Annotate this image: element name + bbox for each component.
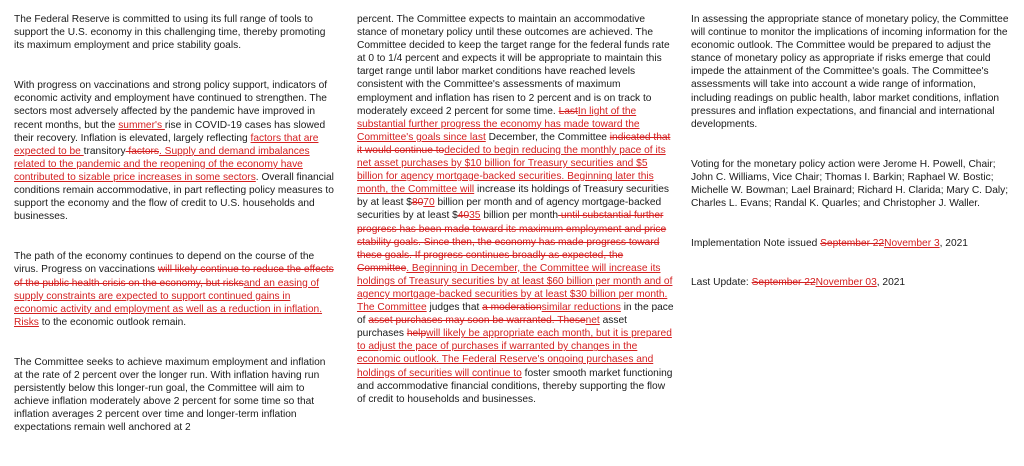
inserted-text: November 03 — [815, 277, 877, 289]
paragraph-intro: The Federal Reserve is committed to using its full range of tools to support the U.S. economy in this challenging time, thereby promoting its maximum employment and price stability goals. — [14, 14, 326, 52]
text-segment: percent. The Committee expects to maintain an accommodative stance of monetary policy until these outcomes are achieved. The Committee decided to keep the target range for the federal funds rate at 0 to 1/4 percent and expects it will be appropriate to maintain this target range until labor market conditions have reached levels consistent with the Committee's assessments of maximum employment and inflation has risen to 2 percent and is on track to moderately exceed 2 percent for some time. — [357, 14, 670, 117]
inserted-text: 35 — [469, 210, 481, 222]
text-segment: billion per month — [480, 210, 559, 222]
deleted-text: Last — [558, 105, 578, 117]
deleted-text: until substantial further progress has been made toward its maximum employment and price stability goals. Since then, the economy has made progress toward these goals. If progress continues broadly as expected, the Committee — [357, 210, 667, 274]
paragraph-policy-stance: In assessing the appropriate stance of monetary policy, the Committee will continue to monitor the implications of incoming information for the economic outlook. The Committee would be prepared to adjust the stance of monetary policy as appropriate if risks emerge that could impede the attainment of the Committee's goals. The Committee's assessments will take into account a wide range of information, including readings on public health, labor market conditions, inflation pressures and inflation expectations, and financial and international developments. — [691, 14, 1009, 130]
inserted-text: will likely be appropriate each month, but it is prepared to adjust the pace of purchases if warranted by changes in the economic outlook. The Federal Reserve's ongoing purchases and holdings of securities will continue to — [357, 328, 672, 379]
deleted-text: 40 — [457, 210, 470, 222]
column-left — [14, 13, 336, 434]
text-segment: increase its holdings of Treasury securities by at least $ — [357, 184, 669, 209]
paragraph-economic-path — [14, 250, 336, 329]
text-segment: . Overall financial conditions remain accommodative, in part reflecting policy measures to support the economy and the flow of credit to U.S. households and businesses. — [14, 171, 334, 223]
implementation-note-date — [691, 237, 1015, 250]
inserted-text: factors that are expected to be — [14, 132, 319, 157]
paragraph-committee-goals: The Committee seeks to achieve maximum employment and inflation at the rate of 2 percent over the longer run. With inflation having run persistently below this longer-run goal, the Committee will aim to achieve inflation moderately above 2 percent for some time so that inflation averages 2 percent over time and longer-term inflation expectations remain well anchored at 2 — [14, 356, 326, 434]
inserted-text: November 3 — [884, 238, 940, 250]
text-segment: transitory — [83, 145, 126, 157]
column-right — [691, 13, 1015, 289]
text-segment: Last Update: — [691, 277, 752, 289]
paragraph-asset-purchases — [357, 13, 675, 406]
paragraph-economic-conditions — [14, 79, 336, 223]
inserted-text: . Supply and demand imbalances related to the pandemic and the reopening of the economy have contributed to sizable price increases in some sectors — [14, 145, 310, 183]
text-segment: Implementation Note issued — [691, 238, 821, 250]
inserted-text: 70 — [423, 197, 435, 209]
inserted-text: summer's — [118, 119, 165, 131]
text-segment: , 2021 — [876, 277, 906, 289]
column-middle — [357, 13, 675, 406]
text-segment: billion per month and of agency mortgage-backed securities by at least $ — [357, 197, 662, 222]
deleted-text: help — [406, 328, 427, 340]
deleted-text: September 22 — [751, 277, 816, 289]
text-segment: foster smooth market functioning and accommodative financial conditions, thereby supporting the flow of credit to households and businesses. — [357, 367, 673, 405]
deleted-text: 80 — [411, 197, 424, 209]
deleted-text: indicated that it would continue to — [357, 131, 671, 156]
text-segment: judges that — [426, 302, 483, 314]
deleted-text: a moderation — [482, 302, 542, 314]
inserted-text: . Beginning in December, the Committee will increase its holdings of Treasury securities by at least $60 billion per month and of agency mortgage-backed securities by at least $30 billion per month. The Committee — [357, 262, 673, 314]
deleted-text: will likely continue to reduce the effects of the public health crisis on the economy, but risks — [14, 264, 334, 289]
inserted-text: decided to begin reducing the monthly pace of its net asset purchases by $10 billion for Treasury securities and $5 billion for agency mortgage-backed securities. Beginning later this month, the Committee will — [357, 144, 666, 196]
text-segment: The path of the economy continues to depend on the course of the virus. Progress on vaccinations — [14, 251, 315, 276]
text-segment: December, the Committee — [485, 131, 610, 143]
deleted-text: factors — [125, 145, 159, 157]
inserted-text: similar reductions — [541, 302, 621, 314]
text-segment: to the economic outlook remain. — [38, 316, 187, 328]
paragraph-voting: Voting for the monetary policy action were Jerome H. Powell, Chair; John C. Williams, Vice Chair; Thomas I. Barkin; Raphael W. Bostic; Michelle W. Bowman; Lael Brainard; Richard H. Clarida; Mary C. Daly; Charles L. Evans; Randal K. Quarles; and Christopher J. Waller. — [691, 158, 1009, 210]
text-segment: , 2021 — [939, 238, 968, 250]
inserted-text: In light of the substantial further progress the economy has made toward the Committee's goals since last — [357, 105, 640, 143]
deleted-text: September 22 — [820, 238, 885, 250]
text-segment: in the pace of — [357, 302, 674, 327]
deleted-text: asset purchases may soon be warranted. These — [368, 315, 586, 327]
text-segment: With progress on vaccinations and strong policy support, indicators of economic activity and employment have continued to strengthen. The sectors most adversely affected by the pandemic have improved in recent months, but the — [14, 80, 328, 131]
last-update-date — [691, 276, 1015, 289]
inserted-text: net — [585, 315, 600, 327]
inserted-text: and an easing of supply constraints are expected to support continued gains in economic activity and employment as well as a reduction in inflation. Risks — [14, 277, 323, 328]
text-segment: asset purchases — [357, 315, 627, 340]
text-segment: rise in COVID-19 cases has slowed their recovery. Inflation is elevated, largely reflecting — [14, 119, 326, 144]
